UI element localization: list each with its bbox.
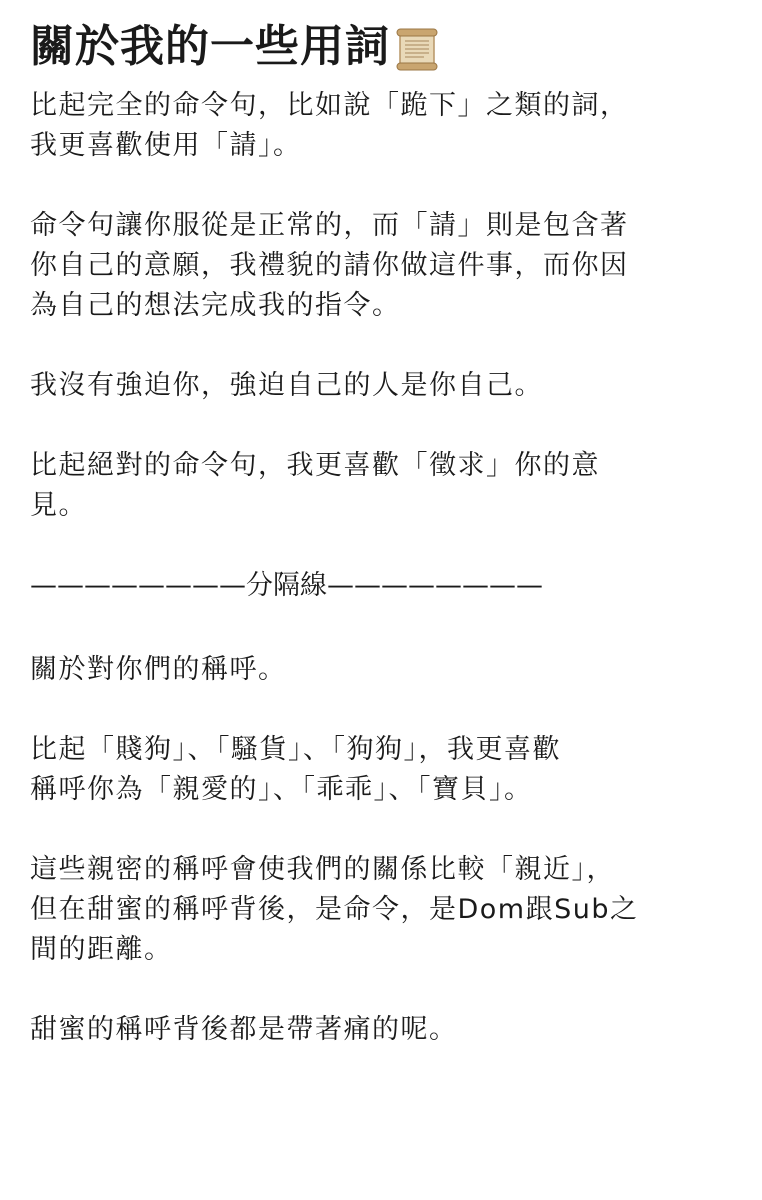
paragraph-line: 這些親密的稱呼會使我們的關係比較「親近」， (30, 854, 615, 885)
paragraph-6 (30, 730, 740, 810)
note-content (30, 12, 740, 1090)
paragraph-4 (30, 446, 740, 526)
section-divider: ————————分隔線———————— (30, 570, 543, 601)
paragraph-line: 命令句讓你服從是正常的，而「請」則是包含著 (30, 210, 629, 241)
paragraph-line: 我沒有強迫你，強迫自己的人是你自己。 (30, 370, 543, 401)
paragraph-5 (30, 650, 740, 690)
paragraph-line: 見。 (30, 490, 87, 521)
paragraph-8 (30, 1010, 740, 1050)
paragraph-7 (30, 850, 740, 970)
paragraph-2 (30, 206, 740, 326)
paragraph-1 (30, 86, 740, 166)
title-row (30, 12, 740, 82)
paragraph-3 (30, 366, 740, 406)
paragraph-line: 但在甜蜜的稱呼背後，是命令，是Dom跟Sub之 (30, 894, 639, 925)
paragraph-line: 我更喜歡使用「請」。 (30, 130, 302, 161)
paragraph-line: 稱呼你為「親愛的」、「乖乖」、「寶貝」。 (30, 774, 533, 805)
paragraph-line: 為自己的想法完成我的指令。 (30, 290, 401, 321)
paragraph-line: 間的距離。 (30, 934, 173, 965)
paragraph-line: 你自己的意願，我禮貌的請你做這件事，而你因 (30, 250, 629, 281)
scroll-icon (394, 26, 440, 72)
page-title: 關於我的一些用詞 (30, 21, 390, 72)
paragraph-line: 比起完全的命令句，比如說「跪下」之類的詞， (30, 90, 629, 121)
paragraph-line: 關於對你們的稱呼。 (30, 654, 287, 685)
paragraph-line: 甜蜜的稱呼背後都是帶著痛的呢。 (30, 1014, 458, 1045)
paragraph-line: 比起「賤狗」、「騷貨」、「狗狗」，我更喜歡 (30, 734, 561, 765)
paragraph-line: 比起絕對的命令句，我更喜歡「徵求」你的意 (30, 450, 600, 481)
